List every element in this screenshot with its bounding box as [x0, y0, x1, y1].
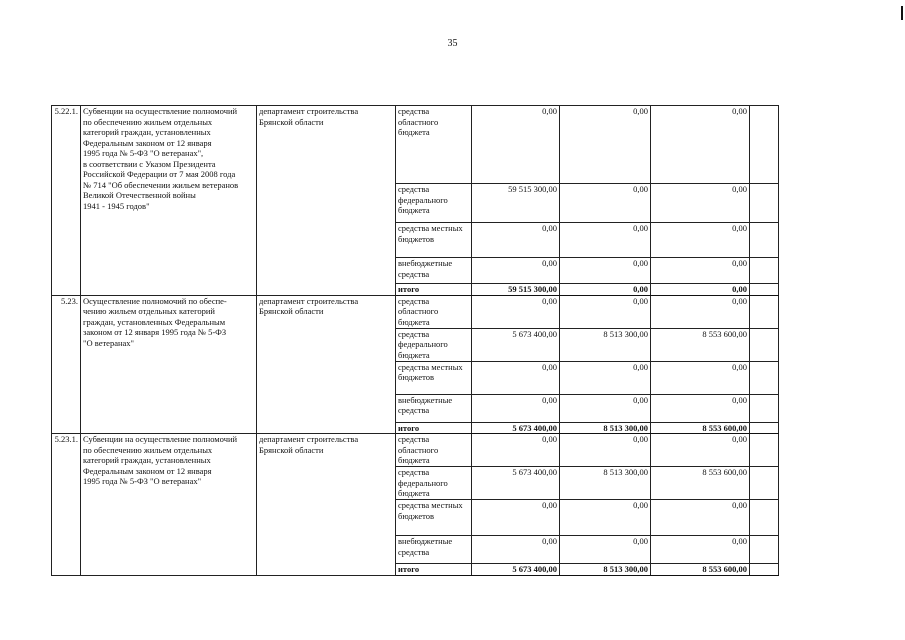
empty-cell	[750, 361, 779, 394]
amount-year-3: 8 553 600,00	[651, 467, 750, 500]
section-name-text: Субвенции на осуществление полномочий по обеспечению жильем отдельных категорий граждан, установленных Федеральным законом от 12 января 1995 года № 5-ФЗ "О ветеранах", в соответствии с Указом Президента Российской Федерации от 7 мая 2008 года № 714 "Об обеспечении жильем ветеранов Великой Отечественной войны 1941 - 1945 годов"	[83, 106, 239, 211]
funding-source: итого	[396, 284, 472, 296]
section-number-text: 5.23.	[61, 295, 78, 306]
table-row	[52, 434, 779, 467]
amount-year-3: 0,00	[651, 295, 750, 328]
amount-year-3: 0,00	[651, 184, 750, 223]
section-name	[81, 106, 257, 296]
empty-cell	[750, 223, 779, 258]
empty-cell	[750, 258, 779, 284]
amount-year-3: 8 553 600,00	[651, 422, 750, 434]
amount-year-2: 8 513 300,00	[560, 467, 651, 500]
funding-source: средства местных бюджетов	[396, 361, 472, 394]
section-number	[52, 106, 81, 296]
amount-year-1: 0,00	[472, 434, 560, 467]
amount-year-3: 0,00	[651, 223, 750, 258]
funding-source: средства местных бюджетов	[396, 500, 472, 536]
amount-year-2: 8 513 300,00	[560, 328, 651, 361]
empty-cell	[750, 394, 779, 422]
section-department	[257, 434, 396, 576]
section-name	[81, 434, 257, 576]
funding-source: внебюджетные средства	[396, 536, 472, 564]
funding-source: средства местных бюджетов	[396, 223, 472, 258]
section-name	[81, 295, 257, 434]
amount-year-1: 59 515 300,00	[472, 284, 560, 296]
amount-year-1: 0,00	[472, 106, 560, 184]
amount-year-1: 5 673 400,00	[472, 564, 560, 576]
funding-source: средства областного бюджета	[396, 295, 472, 328]
funding-source: средства федерального бюджета	[396, 184, 472, 223]
section-number	[52, 295, 81, 434]
amount-year-3: 0,00	[651, 361, 750, 394]
amount-year-1: 0,00	[472, 394, 560, 422]
amount-year-1: 0,00	[472, 258, 560, 284]
amount-year-2: 0,00	[560, 184, 651, 223]
funding-source: средства федерального бюджета	[396, 328, 472, 361]
amount-year-1: 0,00	[472, 295, 560, 328]
funding-source: итого	[396, 422, 472, 434]
amount-year-1: 0,00	[472, 536, 560, 564]
budget-table	[51, 105, 779, 576]
section-department	[257, 295, 396, 434]
amount-year-2: 0,00	[560, 258, 651, 284]
empty-cell	[750, 500, 779, 536]
empty-cell	[750, 328, 779, 361]
section-number-text: 5.23.1.	[54, 434, 78, 444]
section-department-text: департамент строительства Брянской области	[259, 106, 359, 127]
funding-source: средства областного бюджета	[396, 434, 472, 467]
amount-year-3: 0,00	[651, 258, 750, 284]
amount-year-2: 0,00	[560, 361, 651, 394]
amount-year-3: 8 553 600,00	[651, 328, 750, 361]
empty-cell	[750, 564, 779, 576]
empty-cell	[750, 467, 779, 500]
amount-year-2: 8 513 300,00	[560, 564, 651, 576]
amount-year-2: 0,00	[560, 284, 651, 296]
amount-year-2: 0,00	[560, 536, 651, 564]
amount-year-1: 0,00	[472, 223, 560, 258]
funding-source: итого	[396, 564, 472, 576]
amount-year-2: 0,00	[560, 500, 651, 536]
empty-cell	[750, 422, 779, 434]
amount-year-3: 0,00	[651, 284, 750, 296]
funding-source: внебюджетные средства	[396, 394, 472, 422]
empty-cell	[750, 184, 779, 223]
amount-year-2: 8 513 300,00	[560, 422, 651, 434]
amount-year-1: 5 673 400,00	[472, 467, 560, 500]
amount-year-2: 0,00	[560, 295, 651, 328]
empty-cell	[750, 434, 779, 467]
empty-cell	[750, 536, 779, 564]
amount-year-2: 0,00	[560, 434, 651, 467]
amount-year-2: 0,00	[560, 106, 651, 184]
section-name-text: Субвенции на осуществление полномочий по обеспечению жильем отдельных категорий граждан, установленных Федеральным законом от 12 января 1995 года № 5-ФЗ "О ветеранах"	[83, 434, 238, 486]
amount-year-2: 0,00	[560, 223, 651, 258]
amount-year-1: 5 673 400,00	[472, 422, 560, 434]
amount-year-1: 59 515 300,00	[472, 184, 560, 223]
amount-year-3: 0,00	[651, 434, 750, 467]
amount-year-3: 0,00	[651, 536, 750, 564]
section-number-text: 5.22.1.	[54, 106, 78, 116]
section-name-text: Осуществление полномочий по обеспе- чению жильем отдельных категорий граждан, установленных Федеральным законом от 12 января 1995 года № 5-ФЗ "О ветеранах"	[83, 295, 227, 348]
empty-cell	[750, 284, 779, 296]
table-body	[52, 106, 779, 576]
funding-source: средства федерального бюджета	[396, 467, 472, 500]
empty-cell	[750, 106, 779, 184]
amount-year-1: 5 673 400,00	[472, 328, 560, 361]
empty-cell	[750, 295, 779, 328]
amount-year-3: 0,00	[651, 394, 750, 422]
amount-year-1: 0,00	[472, 361, 560, 394]
amount-year-3: 0,00	[651, 500, 750, 536]
section-department-text: департамент строительства Брянской области	[259, 295, 359, 316]
funding-source: внебюджетные средства	[396, 258, 472, 284]
scan-edge-mark	[901, 6, 903, 20]
table-row	[52, 295, 779, 328]
page-number: 35	[447, 38, 458, 49]
amount-year-1: 0,00	[472, 500, 560, 536]
amount-year-2: 0,00	[560, 394, 651, 422]
section-number	[52, 434, 81, 576]
section-department-text: департамент строительства Брянской области	[259, 434, 359, 455]
funding-source: средства областного бюджета	[396, 106, 472, 184]
amount-year-3: 0,00	[651, 106, 750, 184]
section-department	[257, 106, 396, 296]
table-row	[52, 106, 779, 184]
amount-year-3: 8 553 600,00	[651, 564, 750, 576]
